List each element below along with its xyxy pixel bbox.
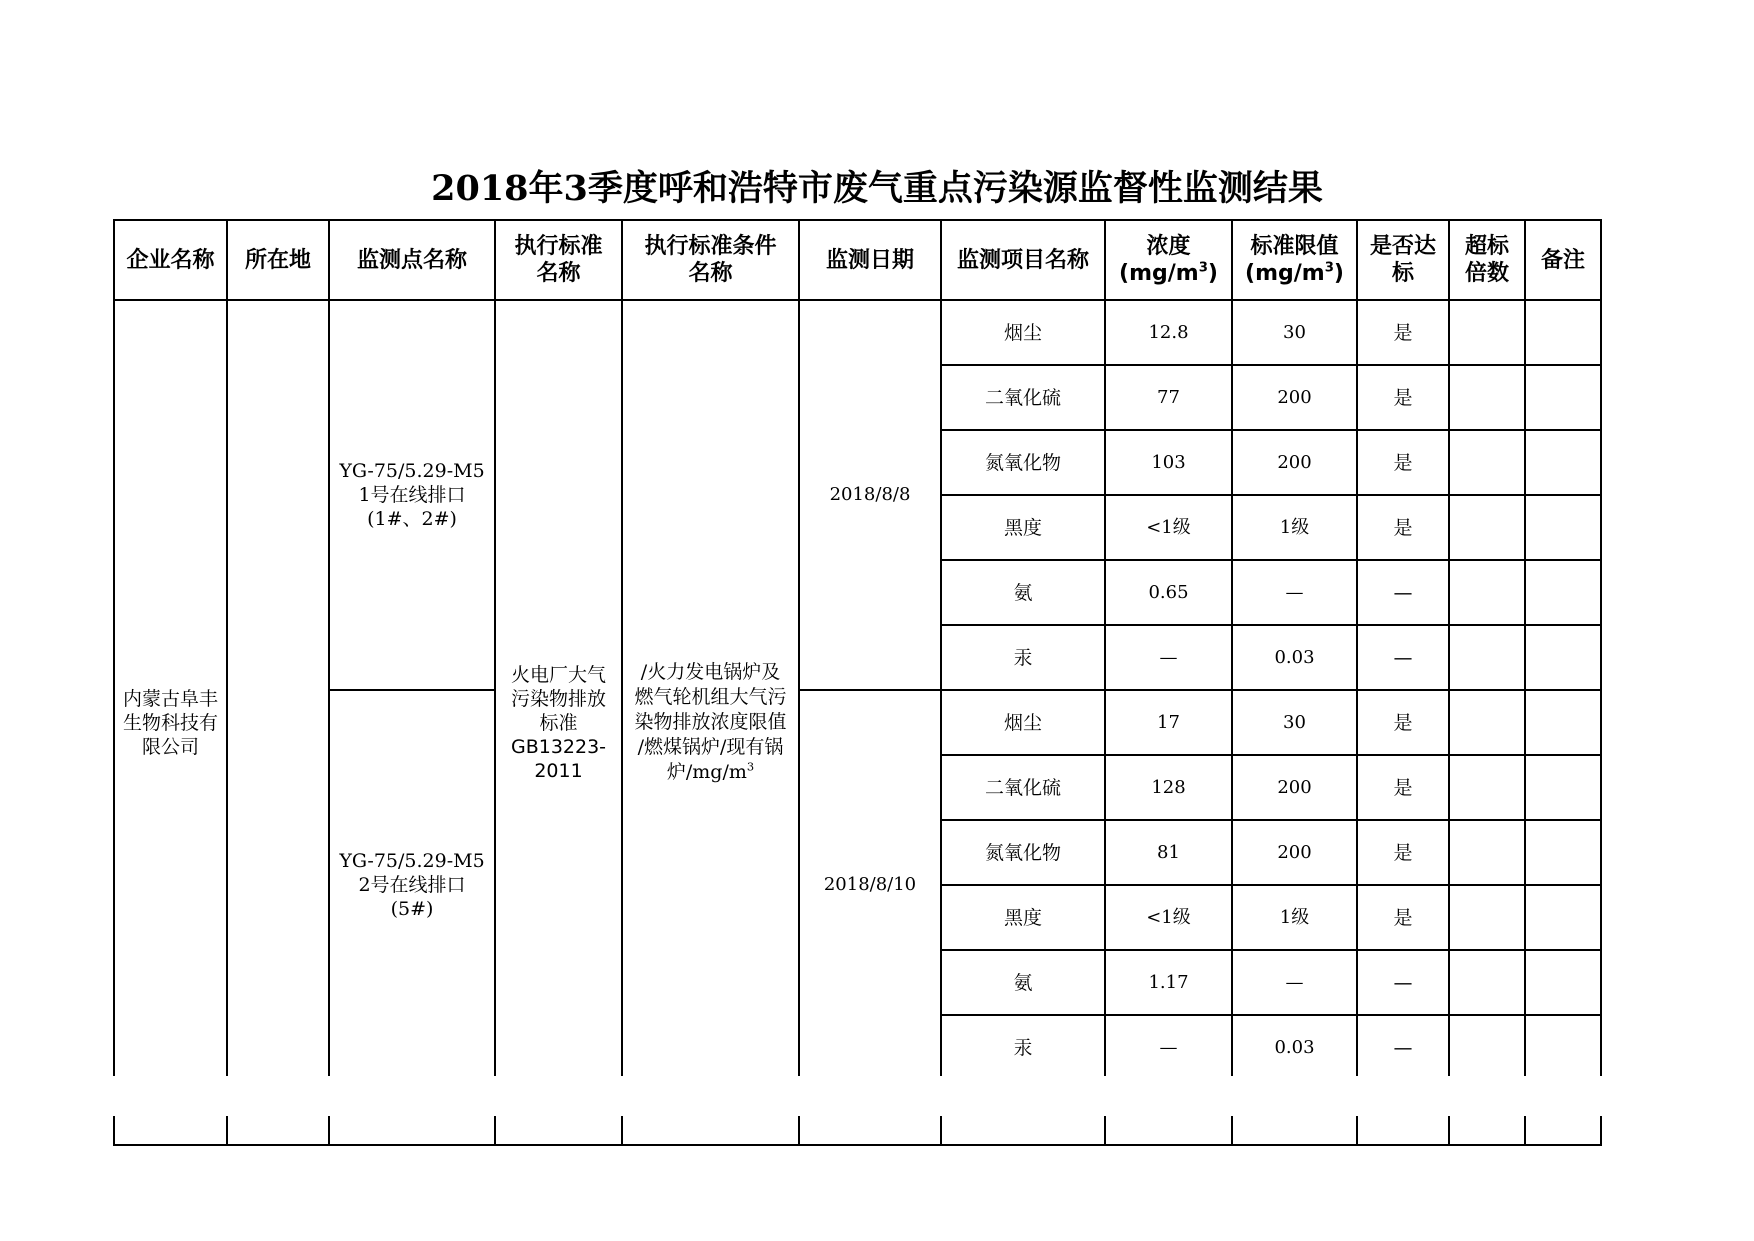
compliant-cell: 是 [1357,300,1449,365]
point-cell: YG-75/5.29-M5 1号在线排口 (1#、2#) [329,300,495,690]
standard-cell: 火电厂大气 污染物排放 标准 GB13223- 2011 [495,300,622,1145]
date-cell: 2018/8/10 [799,690,941,1080]
compliant-cell: — [1357,560,1449,625]
concentration-cell: <1级 [1105,885,1232,950]
header-row [114,220,1601,300]
limit-cell: 200 [1232,430,1357,495]
header-point: 监测点名称 [329,220,495,300]
header-standard: 执行标准 名称 [495,220,622,300]
concentration-cell: 128 [1105,755,1232,820]
remark-cell [1525,430,1601,495]
location-cell [227,300,329,1145]
compliant-cell: 是 [1357,430,1449,495]
concentration-cell: — [1105,625,1232,690]
limit-cell: 1级 [1232,885,1357,950]
remark-cell [1525,755,1601,820]
concentration-cell: 81 [1105,820,1232,885]
item-cell: 氮氧化物 [941,430,1105,495]
limit-cell: 30 [1232,690,1357,755]
limit-cell: — [1232,560,1357,625]
page-cut-mask [100,1076,1620,1116]
remark-cell [1525,820,1601,885]
header-remark: 备注 [1525,220,1601,300]
concentration-cell: — [1105,1015,1232,1080]
exceed-cell [1449,755,1525,820]
remark-cell [1525,625,1601,690]
exceed-cell [1449,885,1525,950]
compliant-cell: 是 [1357,885,1449,950]
remark-cell [1525,300,1601,365]
compliant-cell: — [1357,625,1449,690]
results-grid [113,219,1602,1146]
compliant-cell: 是 [1357,495,1449,560]
table-row [114,300,1601,365]
exceed-cell [1449,690,1525,755]
item-cell: 黑度 [941,495,1105,560]
compliant-cell: 是 [1357,690,1449,755]
item-cell: 氨 [941,560,1105,625]
item-cell: 氮氧化物 [941,820,1105,885]
exceed-cell [1449,1015,1525,1080]
header-condition: 执行标准条件 名称 [622,220,799,300]
concentration-cell: 1.17 [1105,950,1232,1015]
header-exceed-ratio: 超标 倍数 [1449,220,1525,300]
concentration-cell: 0.65 [1105,560,1232,625]
item-cell: 氨 [941,950,1105,1015]
compliant-cell: — [1357,1015,1449,1080]
remark-cell [1525,365,1601,430]
compliant-cell: 是 [1357,755,1449,820]
point-cell: YG-75/5.29-M5 2号在线排口 (5#) [329,690,495,1080]
limit-cell: 1级 [1232,495,1357,560]
remark-cell [1525,690,1601,755]
item-cell: 二氧化硫 [941,755,1105,820]
monitoring-results-table [113,219,1602,1076]
date-cell: 2018/8/8 [799,300,941,690]
remark-cell [1525,1015,1601,1080]
item-cell: 烟尘 [941,300,1105,365]
header-limit: 标准限值 $(mg/m^3)$ [1232,220,1357,300]
header-compliant: 是否达 标 [1357,220,1449,300]
header-location: 所在地 [227,220,329,300]
compliant-cell: 是 [1357,820,1449,885]
header-company: 企业名称 [114,220,227,300]
exceed-cell [1449,820,1525,885]
limit-cell: 0.03 [1232,625,1357,690]
exceed-cell [1449,625,1525,690]
concentration-cell: 12.8 [1105,300,1232,365]
limit-cell: 200 [1232,820,1357,885]
concentration-cell: <1级 [1105,495,1232,560]
concentration-cell: 17 [1105,690,1232,755]
item-cell: 烟尘 [941,690,1105,755]
exceed-cell [1449,495,1525,560]
compliant-cell: — [1357,950,1449,1015]
concentration-cell: 77 [1105,365,1232,430]
header-item: 监测项目名称 [941,220,1105,300]
header-date: 监测日期 [799,220,941,300]
concentration-cell: 103 [1105,430,1232,495]
item-cell: 汞 [941,625,1105,690]
limit-cell: — [1232,950,1357,1015]
exceed-cell [1449,560,1525,625]
item-cell: 二氧化硫 [941,365,1105,430]
header-concentration: 浓度 $(mg/m^3)$ [1105,220,1232,300]
limit-cell: 0.03 [1232,1015,1357,1080]
limit-cell: 200 [1232,755,1357,820]
condition-cell: /火力发电锅炉及 燃气轮机组大气污 染物排放浓度限值 /燃煤锅炉/现有锅 炉$/mg/m^3$ [622,300,799,1145]
remark-cell [1525,560,1601,625]
limit-cell: 30 [1232,300,1357,365]
remark-cell [1525,950,1601,1015]
limit-cell: 200 [1232,365,1357,430]
page-title: 2018年3季度呼和浩特市废气重点污染源监督性监测结果 [431,168,1323,209]
item-cell: 黑度 [941,885,1105,950]
company-cell: 内蒙古阜丰 生物科技有 限公司 [114,300,227,1145]
table-row [114,690,1601,755]
item-cell: 汞 [941,1015,1105,1080]
exceed-cell [1449,300,1525,365]
exceed-cell [1449,430,1525,495]
exceed-cell [1449,365,1525,430]
remark-cell [1525,495,1601,560]
remark-cell [1525,885,1601,950]
exceed-cell [1449,950,1525,1015]
compliant-cell: 是 [1357,365,1449,430]
